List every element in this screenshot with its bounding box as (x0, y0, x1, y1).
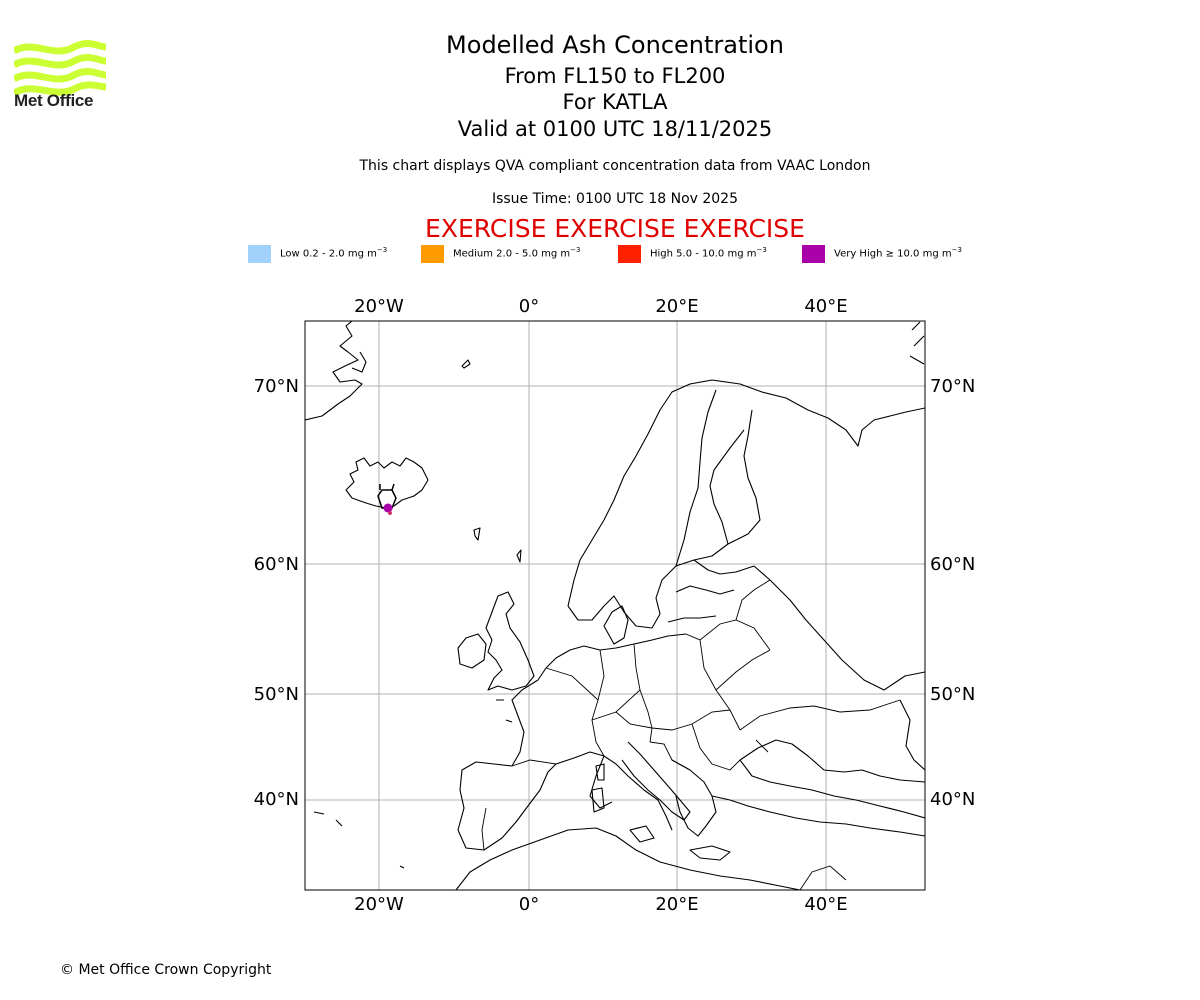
map-content (305, 321, 925, 890)
exercise-banner: EXERCISE EXERCISE EXERCISE (425, 214, 805, 243)
lat-tick-right-70n: 70°N (930, 376, 976, 397)
legend-label-very-high: Very High ≥ 10.0 mg $m^{-3}$ (834, 246, 962, 260)
legend-label-low: Low 0.2 - 2.0 mg $m^{-3}$ (280, 246, 388, 260)
lon-tick-bottom-40e: 40°E (804, 894, 848, 915)
lat-tick-left-70n: 70°N (253, 376, 299, 397)
ash-cloud (378, 484, 396, 515)
lat-tick-left-40n: 40°N (253, 789, 299, 810)
ash-very-high-area (384, 504, 393, 513)
lon-tick-bottom-20w: 20°W (354, 894, 404, 915)
ash-high-area (388, 511, 392, 515)
scandinavia-coast (568, 380, 925, 606)
lat-tick-right-50n: 50°N (930, 684, 976, 705)
graticule (305, 321, 925, 890)
valid-time-subtitle: Valid at 0100 UTC 18/11/2025 (457, 117, 773, 141)
lon-tick-bottom-20e: 20°E (655, 894, 699, 915)
iberia-coast (458, 762, 556, 850)
lon-tick-top-20e: 20°E (655, 296, 699, 317)
lat-tick-left-50n: 50°N (253, 684, 299, 705)
iceland-coast (346, 458, 428, 508)
greenland-coast (305, 321, 362, 420)
ireland-coast (458, 634, 486, 668)
lon-tick-top-0: 0° (518, 296, 540, 317)
black-sea-coast (740, 740, 925, 782)
qva-note: This chart displays QVA compliant concentration data from VAAC London (359, 158, 871, 174)
map-frame (305, 321, 925, 890)
lon-tick-bottom-0: 0° (518, 894, 540, 915)
lat-tick-right-60n: 60°N (930, 554, 976, 575)
volcano-subtitle: For KATLA (562, 90, 668, 114)
legend-label-medium: Medium 2.0 - 5.0 mg $m^{-3}$ (453, 246, 581, 260)
lon-tick-top-20w: 20°W (354, 296, 404, 317)
denmark-coast (604, 606, 628, 644)
lon-tick-top-40e: 40°E (804, 296, 848, 317)
chart-title: Modelled Ash Concentration (446, 31, 784, 59)
lat-tick-left-60n: 60°N (253, 554, 299, 575)
lat-tick-right-40n: 40°N (930, 789, 976, 810)
coastlines (305, 321, 925, 890)
north-africa-coast (456, 828, 800, 890)
legend-label-high: High 5.0 - 10.0 mg $m^{-3}$ (650, 246, 767, 260)
great-britain-coast (486, 592, 534, 690)
issue-time: Issue Time: 0100 UTC 18 Nov 2025 (491, 191, 739, 207)
copyright-notice: © Met Office Crown Copyright (60, 962, 272, 978)
logo-text: Met Office (14, 91, 94, 110)
borders (482, 580, 900, 890)
flight-level-subtitle: From FL150 to FL200 (504, 64, 726, 88)
italy-coast (622, 742, 690, 820)
